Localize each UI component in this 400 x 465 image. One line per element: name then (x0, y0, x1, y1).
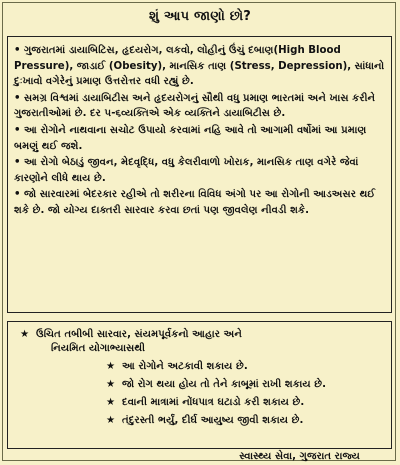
remedies-intro (20, 328, 385, 342)
star-icon: ★ (106, 397, 116, 408)
fact-text: સમગ્ર વિશ્વમાં ડાયાબિટીસ અને હૃદયરોગનું સૌથી વધુ પ્રમાણ ભારતમાં અને ખાસ કરીને ગુજરાતીઓમાં છે. દર ૫-૬વ્યક્તિએ એક વ્યક્તિને ડાયાબિટીસ છે. (14, 92, 376, 120)
remedy-item (106, 396, 385, 410)
fact-text: ગુજરાતમાં ડાયાબિટિસ, હૃદયરોગ, લકવો, લોહીનું ઉંચું દબાણ(High Blood Pressure), જાડાઈ (Obesity), માનસિક તાણ (Stress, Depression), સાંધાનો દુઃખાવો વગેરેનું પ્રમાણ ઉત્તરોત્તર વધી રહ્યું છે. (14, 45, 385, 88)
fact-paragraph (14, 155, 385, 186)
bullet-icon: • (14, 189, 21, 201)
remedy-text: દવાની માત્રામાં નોંધપાત્ર ઘટાડો કરી શકાય છે. (122, 397, 305, 408)
star-icon: ★ (106, 379, 116, 390)
footer-text: સ્વાસ્થ્ય સેવા, ગુજરાત રાજ્ય (239, 451, 360, 462)
remedy-item (106, 378, 385, 392)
bullet-icon: • (14, 92, 21, 104)
fact-paragraph (14, 43, 385, 90)
fact-paragraph (14, 187, 385, 218)
page-heading: શું આપ જાણો છો? (148, 9, 252, 24)
bullet-icon: • (14, 124, 21, 136)
remedies-box (7, 321, 392, 449)
remedy-text: તંદુરસ્તી ભર્યું, દીર્ઘ આયુષ્ય જીવી શકાય છે. (122, 415, 304, 426)
remedy-text: આ રોગોને અટકાવી શકાય છે. (122, 361, 248, 372)
fact-paragraph (14, 123, 385, 154)
fact-paragraph (14, 91, 385, 122)
star-icon: ★ (20, 329, 30, 340)
star-icon: ★ (106, 361, 116, 372)
bullet-icon: • (14, 45, 21, 56)
footer-credit (0, 451, 400, 463)
remedy-text: જો રોગ થયા હોય તો તેને કાબૂમાં રાખી શકાય છે. (122, 379, 327, 390)
fact-text: આ રોગો બેઠાડું જીવન, મેદવૃદ્ધિ, વધુ કેલરીવાળો ખોરાક, માનસિક તાણ વગેરે જેવાં કારણોને લીધે થાય છે. (14, 157, 359, 184)
remedies-intro-line1: ઉચિત તબીબી સારવાર, સંયમપૂર્વકનો આહાર અને (36, 329, 242, 340)
star-icon: ★ (106, 415, 116, 426)
remedy-item (106, 414, 385, 428)
bullet-icon: • (14, 157, 21, 169)
fact-text: આ રોગોને નાથવાના સચોટ ઉપાયો કરવામાં નહિ આવે તો આગામી વર્ષોમાં આ પ્રમાણ બમણું થઈ જશે. (14, 124, 367, 152)
facts-box (7, 36, 392, 313)
fact-text: જો સારવારમાં બેદરકાર રહીએ તો શરીરના વિવિધ અંગો પર આ રોગોની આડઅસર થઈ શકે છે. જો યોગ્ય દાક્તરી સારવાર કરવા છતાં પણ જીવલેણ નીવડી શકે. (14, 189, 376, 216)
remedy-item (106, 360, 385, 374)
remedies-intro-line2: નિયમિત યોગાભ્યાસથી (51, 343, 146, 354)
